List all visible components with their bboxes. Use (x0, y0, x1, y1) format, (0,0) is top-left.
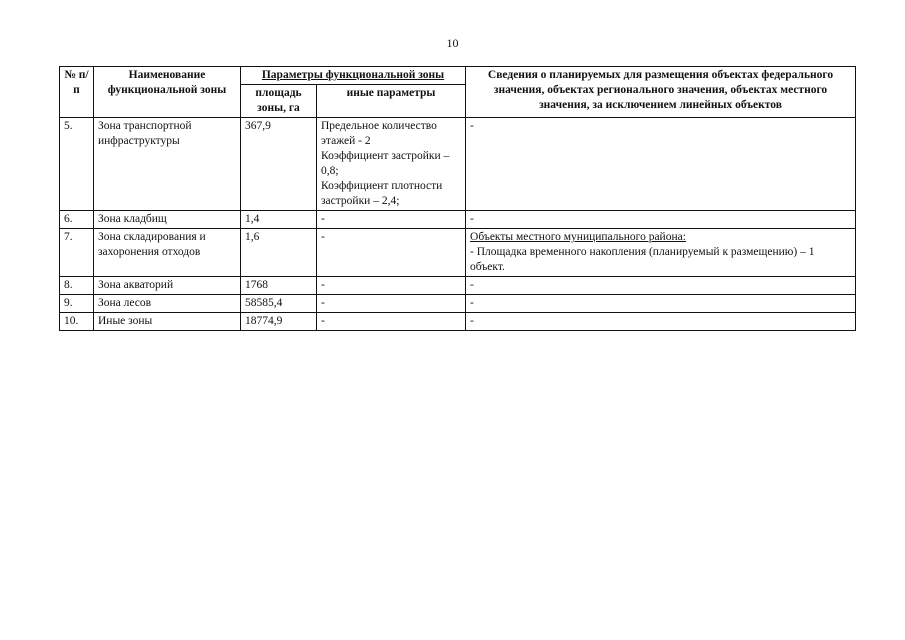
zone-other-parameters: - (317, 211, 466, 229)
zone-area: 1,6 (241, 229, 317, 277)
planned-objects-title: Объекты местного муниципального района: (470, 231, 686, 243)
header-other-parameters: иные параметры (317, 85, 466, 118)
planned-objects: - (466, 295, 856, 313)
zone-name: Зона лесов (94, 295, 241, 313)
zone-area: 1768 (241, 277, 317, 295)
zone-other-parameters: - (317, 295, 466, 313)
parameter-line: Коэффициент плотности застройки – 2,4; (321, 180, 443, 207)
page-number: 10 (446, 36, 459, 50)
zone-name: Иные зоны (94, 313, 241, 331)
planned-objects: - (466, 211, 856, 229)
zone-name: Зона акваторий (94, 277, 241, 295)
zone-name: Зона транспортной инфраструктуры (94, 118, 241, 211)
zone-other-parameters (317, 118, 466, 211)
zone-area: 18774,9 (241, 313, 317, 331)
row-number: 7. (60, 229, 94, 277)
row-number: 10. (60, 313, 94, 331)
zone-other-parameters: - (317, 229, 466, 277)
zone-other-parameters: - (317, 313, 466, 331)
table-row (60, 313, 856, 331)
table-row (60, 118, 856, 211)
zone-area: 58585,4 (241, 295, 317, 313)
planned-objects-text: - Площадка временного накопления (планируемый к размещению) – 1 объект. (470, 246, 815, 273)
planned-objects: - (466, 118, 856, 211)
header-planned-objects: Сведения о планируемых для размещения объектах федерального значения, объектах регионального значения, объектах местного значения, за исключением линейных объектов (466, 67, 856, 118)
planned-objects: - (466, 277, 856, 295)
planned-objects (466, 229, 856, 277)
header-area: площадь зоны, га (241, 85, 317, 118)
zone-name: Зона кладбищ (94, 211, 241, 229)
table-header-row (60, 67, 856, 85)
table-row (60, 295, 856, 313)
zone-area: 367,9 (241, 118, 317, 211)
row-number: 6. (60, 211, 94, 229)
row-number: 5. (60, 118, 94, 211)
zone-name: Зона складирования и захоронения отходов (94, 229, 241, 277)
functional-zones-table (59, 66, 856, 331)
table-row (60, 229, 856, 277)
zone-area: 1,4 (241, 211, 317, 229)
parameter-line: Коэффициент застройки – 0,8; (321, 150, 450, 177)
row-number: 9. (60, 295, 94, 313)
parameter-line: Предельное количество этажей - 2 (321, 120, 437, 147)
zone-other-parameters: - (317, 277, 466, 295)
header-zone-parameters: Параметры функциональной зоны (241, 67, 466, 85)
row-number: 8. (60, 277, 94, 295)
planned-objects: - (466, 313, 856, 331)
header-number: № п/п (60, 67, 94, 118)
table-row (60, 277, 856, 295)
header-zone-name: Наименование функциональной зоны (94, 67, 241, 118)
table-row (60, 211, 856, 229)
